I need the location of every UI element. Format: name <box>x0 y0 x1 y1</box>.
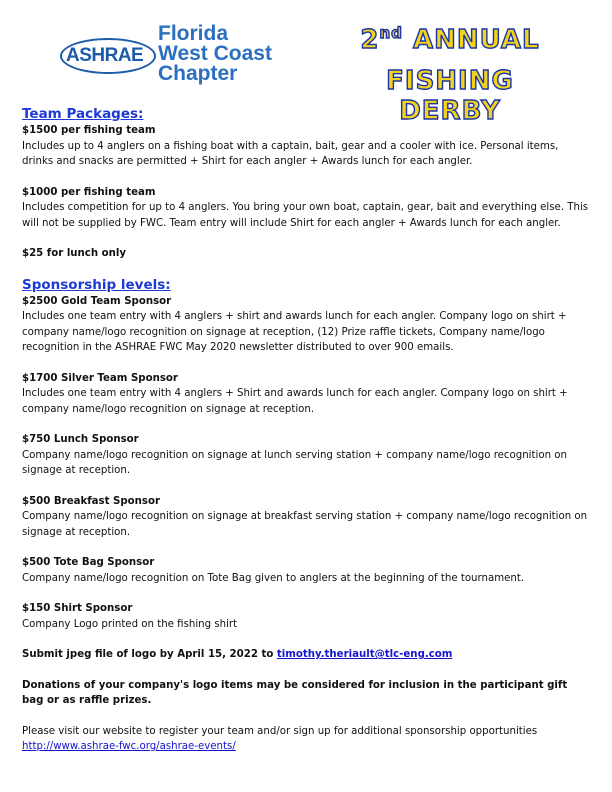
chapter-logo <box>58 22 288 102</box>
sponsor-breakfast-desc: Company name/logo recognition on signage at breakfast serving station + company name/logo recognition on signage at reception. <box>22 511 588 538</box>
ashrae-logo-mark <box>60 38 156 74</box>
sponsor-shirt-desc: Company Logo printed on the fishing shirt <box>22 618 238 630</box>
sponsorship-heading: Sponsorship levels: <box>22 276 171 293</box>
event-title-line2: FISHING DERBY <box>386 66 514 126</box>
website-link[interactable]: http://www.ashrae-fwc.org/ashrae-events/ <box>22 741 236 752</box>
submit-text: Submit jpeg file of logo by April 15, 2022 to <box>22 649 277 660</box>
package-1500-title: $1500 per fishing team <box>22 125 156 136</box>
package-1000-desc: Includes competition for up to 4 anglers. You bring your own boat, captain, gear, bait and everything else. This will not be supplied by FWC. Team entry will include Shirt for each angler + Awards lunch for each angler. <box>22 202 589 229</box>
flyer-content <box>22 106 592 755</box>
logo-org: ASHRAE <box>66 45 144 66</box>
sponsor-silver-desc: Includes one team entry with 4 anglers + Shirt and awards lunch for each angler. Company logo on shirt + company name/logo recognition on signage at reception. <box>22 388 568 415</box>
team-packages-heading: Team Packages: <box>22 106 144 122</box>
logo-line2: West Coast <box>158 42 272 65</box>
sponsor-tote-desc: Company name/logo recognition on Tote Bag given to anglers at the beginning of the tournament. <box>22 572 525 584</box>
sponsor-lunch-desc: Company name/logo recognition on signage at lunch serving station + company name/logo recognition on signage at reception. <box>22 449 567 476</box>
sponsor-gold-desc: Includes one team entry with 4 anglers + shirt and awards lunch for each angler. Company logo on shirt + company name/logo recognition on signage at reception, (12) Prize raffle tickets, Company name/logo recognition in the ASHRAE FWC May 2020 newsletter distributed to over 900 emails. <box>22 311 567 353</box>
submit-email-link[interactable]: timothy.theriault@tlc-eng.com <box>276 649 453 660</box>
sponsor-gold-title: $2500 Gold Team Sponsor <box>22 295 172 307</box>
package-lunch-title: $25 for lunch only <box>22 248 127 259</box>
submit-logo-line <box>22 647 592 663</box>
donations-note: Donations of your company's logo items may be considered for inclusion in the participant gift bag or as raffle prizes. <box>22 679 568 706</box>
package-1000-title: $1000 per fishing team <box>22 186 156 198</box>
sponsor-lunch-title: $750 Lunch Sponsor <box>22 434 139 445</box>
package-1500-desc: Includes up to 4 anglers on a fishing boat with a captain, bait, gear and a cooler with ice. Personal items, drinks and snacks are permitted + Shirt for each angler + Awards lunch for each angler. <box>22 140 559 167</box>
title-ordinal: 2 <box>360 25 380 55</box>
sponsor-tote-title: $500 Tote Bag Sponsor <box>22 557 155 568</box>
logo-chapter-name <box>158 24 272 84</box>
logo-line1: Florida <box>158 22 229 45</box>
sponsor-silver-title: $1700 Silver Team Sponsor <box>22 372 178 384</box>
title-annual: ANNUAL <box>402 25 540 55</box>
event-title-line1 <box>340 24 560 55</box>
sponsor-breakfast-title: $500 Breakfast Sponsor <box>22 495 161 507</box>
logo-line3: Chapter <box>158 62 238 85</box>
visit-website-text: Please visit our website to register your team and/or sign up for additional sponsorship opportunities <box>22 725 538 737</box>
sponsor-shirt-title: $150 Shirt Sponsor <box>22 603 133 614</box>
title-ordinal-suffix: nd <box>379 24 403 42</box>
